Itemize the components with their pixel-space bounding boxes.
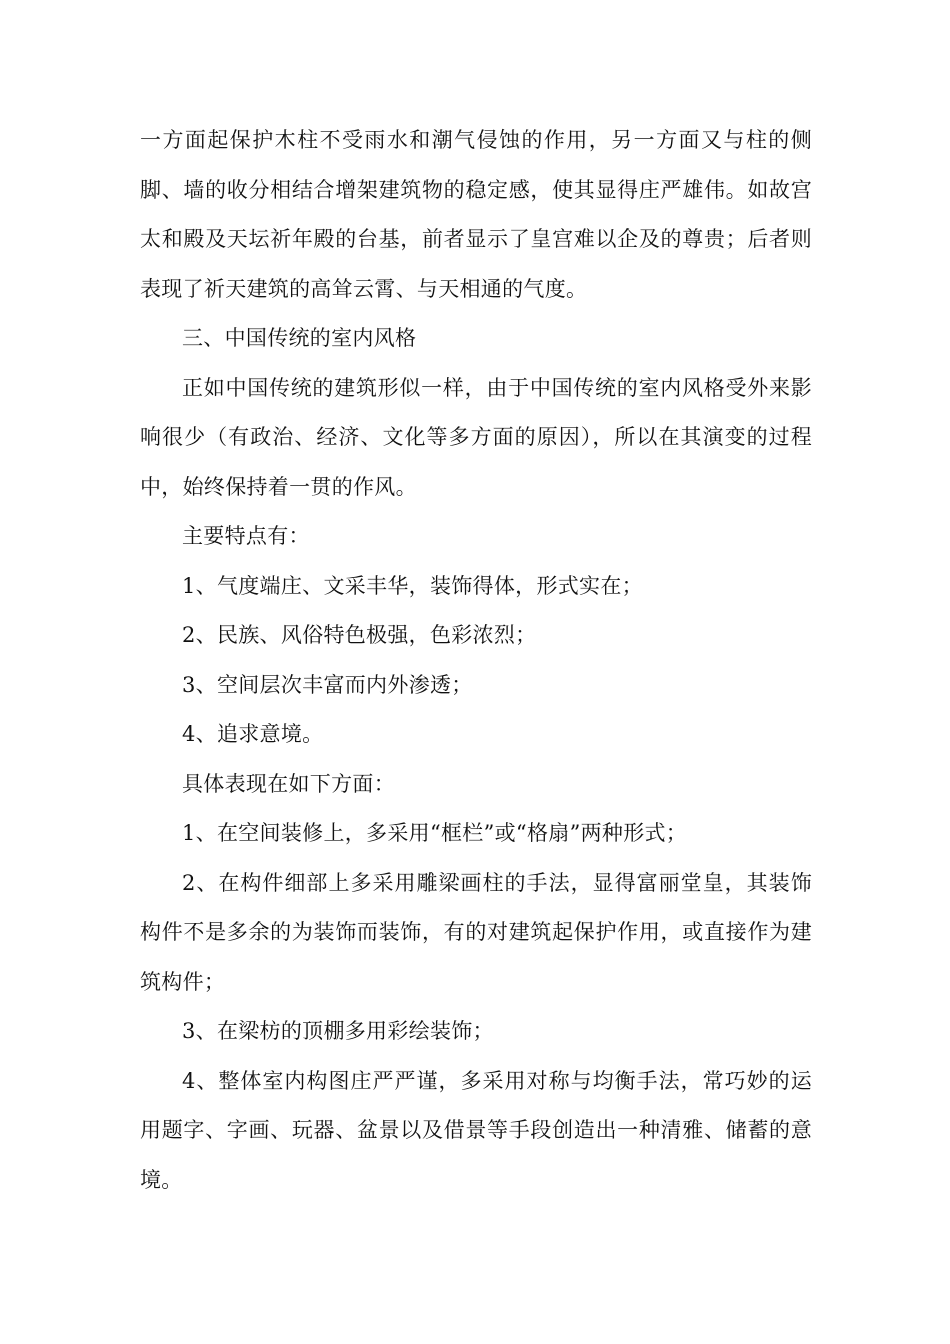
list-intro: 主要特点有：	[182, 524, 310, 548]
list-item: 1、在空间装修上，多采用“框栏”或“格扇”两种形式；	[182, 821, 688, 845]
list-item: 2、在构件细部上多采用雕梁画柱的手法，显得富丽堂皇，其装饰构件不是多余的为装饰而装饰，有的对建筑起保护作用，或直接作为建筑构件；	[140, 870, 812, 994]
list-item: 4、整体室内构图庄严严谨，多采用对称与均衡手法，常巧妙的运用题字、字画、玩器、盆景以及借景等手段创造出一种清雅、储蓄的意境。	[140, 1068, 812, 1192]
list-item: 1、气度端庄、文采丰华，装饰得体，形式实在；	[182, 573, 643, 598]
paragraph: 正如中国传统的建筑形似一样，由于中国传统的室内风格受外来影响很少（有政治、经济、文化等多方面的原因），所以在其演变的过程中，始终保持着一贯的作风。	[140, 375, 812, 499]
section-heading: 三、中国传统的室内风格	[182, 326, 417, 350]
list-item: 4、追求意境。	[182, 722, 324, 746]
list-intro: 具体表现在如下方面：	[182, 771, 395, 796]
list-item: 3、在梁枋的顶棚多用彩绘装饰；	[182, 1019, 494, 1043]
list-item: 3、空间层次丰富而内外渗透；	[182, 672, 473, 697]
document-body	[140, 116, 812, 1205]
paragraph-continuation: 一方面起保护木柱不受雨水和潮气侵蚀的作用，另一方面又与柱的侧脚、墙的收分相结合增架建筑物的稳定感，使其显得庄严雄伟。如故宫太和殿及天坛祈年殿的台基，前者显示了皇宫难以企及的尊贵；后者则表现了祈天建筑的高耸云霄、与天相通的气度。	[140, 128, 812, 301]
list-item: 2、民族、风俗特色极强，色彩浓烈；	[182, 623, 537, 647]
